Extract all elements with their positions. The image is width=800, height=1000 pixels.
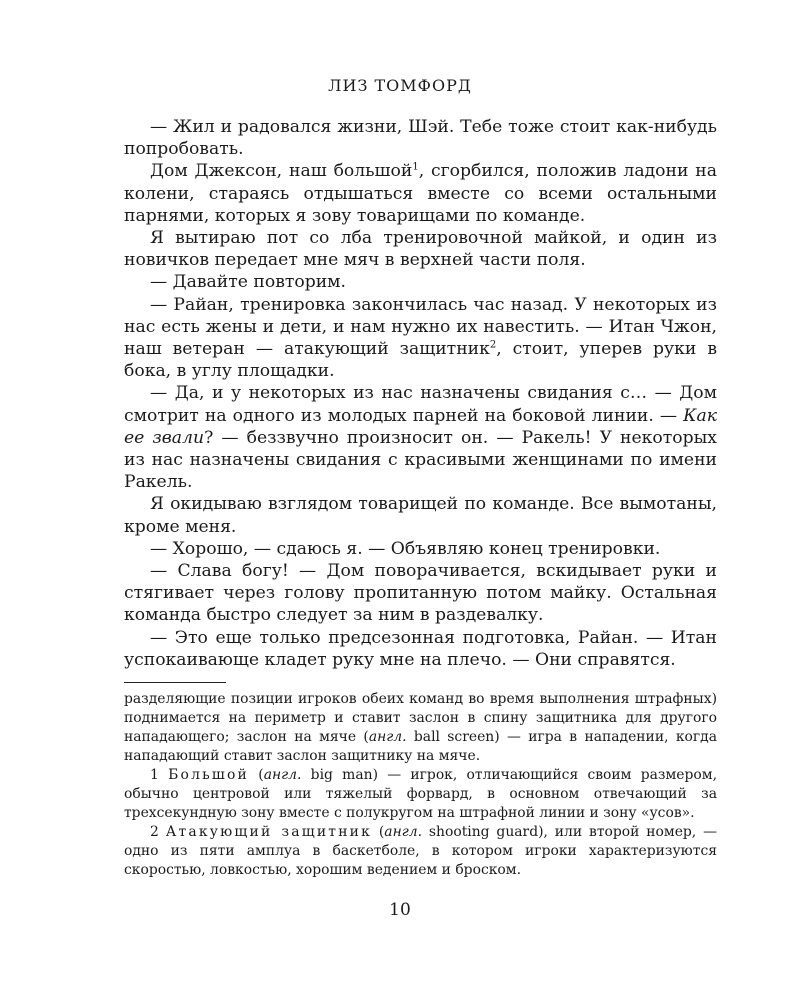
paragraph: — Давайте повторим.	[150, 272, 347, 293]
italic-phrase: Как ее звали	[124, 405, 717, 448]
footnote-ref[interactable]: 1	[412, 161, 419, 173]
footnote-2: 2 Атакующий защитник (англ. shooting guard), или второй номер, — одно из пяти амплуа в баскетболе, в котором игроки характеризуются скоростью, ловкостью, хорошим ведением и броском.	[124, 824, 717, 878]
paragraph: — Это еще только предсезонная подготовка, Райан. — Итан успокаивающе кладет руку мне на плечо. — Они справятся.	[124, 627, 717, 670]
paragraph: Я вытираю пот со лба тренировочной майкой, и один из новичков передает мне мяч в верхней части поля.	[124, 228, 717, 271]
paragraph: — Райан, тренировка закончилась час назад. У некоторых из нас есть жены и дети, и нам нужно их навестить. — Итан Чжон, наш ветеран — атакующий защитник$^2$, стоит, уперев руки в бока, в углу площадки.	[124, 294, 718, 382]
page-number: 10	[389, 900, 411, 920]
main-text	[124, 116, 717, 671]
footnote-continuation: разделяющие позиции игроков обеих команд во время выполнения штрафных) поднимается на периметр и ставит заслон в спину защитника для другого нападающего; заслон на мяче (англ. ball screen) — игра в нападении, когда нападающий ставит заслон защитнику на мяче.	[124, 691, 717, 764]
footnotes	[124, 690, 717, 880]
footnote-ref[interactable]: 2	[489, 339, 497, 351]
footnote-separator	[124, 682, 226, 683]
paragraph: — Жил и радовался жизни, Шэй. Тебе тоже стоит как-нибудь попробовать.	[124, 117, 717, 160]
running-head: ЛИЗ ТОМФОРД	[328, 76, 472, 95]
footnote-1: 1 Большой (англ. big man) — игрок, отличающийся своим размером, обычно центровой или тяжелый форвард, в основном отвечающий за трехсекундную зону вместе с полукругом на штрафной линии и зону «усов».	[124, 767, 717, 821]
paragraph: — Слава богу! — Дом поворачивается, вскидывает руки и стягивает через голову пропитанную потом майку. Остальная команда быстро следует за ним в раздевалку.	[124, 561, 717, 626]
paragraph: — Хорошо, — сдаюсь я. — Объявляю конец тренировки.	[150, 538, 661, 559]
paragraph: Дом Джексон, наш большой$^1$, сгорбился, положив ладони на колени, стараясь отдышаться вместе со всеми остальными парнями, которых я зову товарищами по команде.	[124, 161, 717, 226]
footnote-term: Большой	[168, 767, 250, 783]
paragraph: Я окидываю взглядом товарищей по команде. Все вымотаны, кроме меня.	[124, 494, 717, 537]
paragraph: — Да, и у некоторых из нас назначены свидания с… — Дом смотрит на одного из молодых парней на боковой линии. — Как ее звали? — беззвучно произносит он. — Ракель! У некоторых из нас назначены свидания с красивыми женщинами по имени Ракель.	[124, 383, 718, 493]
footnote-term: Атакующий защитник	[165, 824, 372, 840]
